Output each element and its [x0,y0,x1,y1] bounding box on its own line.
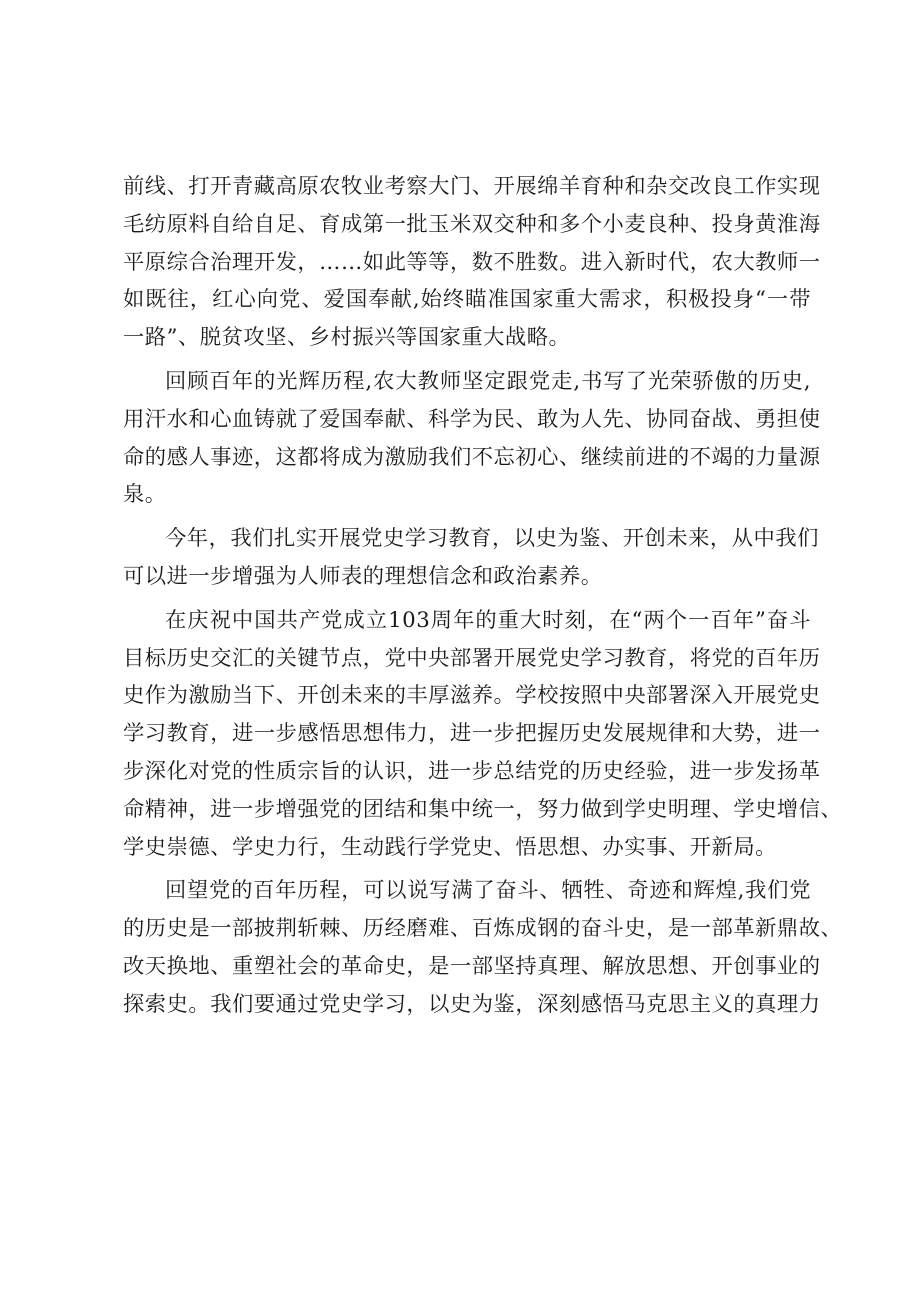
text-line: 史作为激励当下、开创未来的丰厚滋养。学校按照中央部署深入开展党史 [123,683,821,709]
text-line: 可以进一步增强为人师表的理想信念和政治素养。 [123,563,603,589]
text-line: 泉。 [123,482,167,508]
paragraph-5 [123,872,843,1023]
text-line: 探索史。我们要通过党史学习，以史为鉴，深刻感悟马克思主义的真理力 [123,991,821,1017]
text-line: 如既往，红心向党、爱国奉献,始终瞄准国家重大需求，积极投身“一带 [123,287,811,313]
text-line: 改天换地、重塑社会的革命史，是一部坚持真理、解放思想、开创事业的 [123,953,821,979]
paragraph-2 [123,363,821,514]
text-line: 用汗水和心血铸就了爱国奉献、科学为民、敢为人先、协同奋战、勇担使 [123,406,821,432]
text-line: 一路”、脱贫攻坚、乡村振兴等国家重大战略。 [123,325,571,351]
text-line: 前线、打开青藏高原农牧业考察大门、开展绵羊育种和杂交改良工作实现 [123,174,821,199]
paragraph-4 [123,602,843,867]
text-line: 的历史是一部披荆斩棘、历经磨难、百炼成钢的奋斗史，是一部革新鼎故、 [123,916,843,942]
document-body [123,168,843,1024]
text-line: 在庆祝中国共产党成立103周年的重大时刻，在“两个一百年”奋斗 [165,607,811,633]
text-line: 毛纺原料自给自足、育成第一批玉米双交种和多个小麦良种、投身黄淮海 [123,211,821,237]
paragraph-3 [123,520,819,596]
paragraph-1 [123,168,821,357]
text-line: 回望党的百年历程，可以说写满了奋斗、牺牲、奇迹和辉煌,我们党 [165,878,811,904]
text-line: 学习教育，进一步感悟思想伟力，进一步把握历史发展规律和大势，进一 [123,721,821,747]
text-line: 步深化对党的性质宗旨的认识，进一步总结党的历史经验，进一步发扬革 [123,758,821,784]
text-line: 平原综合治理开发，……如此等等，数不胜数。进入新时代，农大教师一 [123,249,821,275]
text-line: 命的感人事迹，这都将成为激励我们不忘初心、继续前进的不竭的力量源 [123,444,821,470]
text-line: 今年，我们扎实开展党史学习教育，以史为鉴、开创未来，从中我们 [165,526,819,552]
text-line: 目标历史交汇的关键节点，党中央部署开展党史学习教育，将党的百年历 [123,645,821,671]
text-line: 命精神，进一步增强党的团结和集中统一，努力做到学史明理、学史增信、 [123,796,843,822]
text-line: 回顾百年的光辉历程,农大教师坚定跟党走,书写了光荣骄傲的历史, [165,368,811,394]
text-line: 学史崇德、学史力行，生动践行学党史、悟思想、办实事、开新局。 [123,834,777,860]
